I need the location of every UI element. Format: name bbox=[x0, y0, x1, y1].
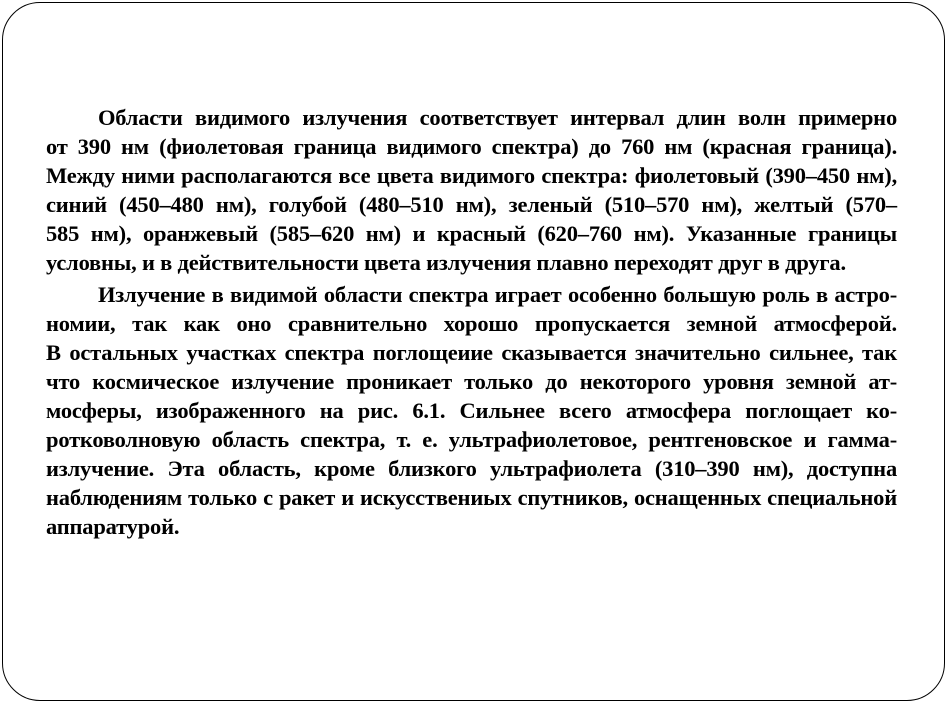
text-line: 585 нм), оранжевый (585–620 нм) и красный (620–760 нм). Указанные границы bbox=[46, 221, 897, 246]
paragraph-2 bbox=[46, 280, 897, 541]
text-line: В остальных участках спектра поглощеиие сказывается значительно сильнее, так bbox=[46, 340, 897, 365]
text-line: номии, так как оно сравнительно хорошо пропускается земной атмосферой. bbox=[46, 311, 897, 336]
text-line: Области видимого излучения соответствует интервал длин волн примерно bbox=[98, 105, 897, 130]
document-text bbox=[46, 103, 897, 541]
text-line: синий (450–480 нм), голубой (480–510 нм), зеленый (510–570 нм), желтый (570– bbox=[46, 192, 897, 217]
paragraph-1 bbox=[46, 103, 897, 277]
text-line: аппаратурой. bbox=[46, 514, 180, 539]
text-line: условны, и в действительности цвета излучения плавно переходят друг в друга. bbox=[46, 250, 846, 275]
text-line: Между ними располагаются все цвета видимого спектра: фиолетовый (390–450 нм), bbox=[46, 163, 897, 188]
text-line: что космическое излучение проникает только до некоторого уровня земной ат- bbox=[46, 369, 897, 394]
text-line: Излучение в видимой области спектра играет особенно большую роль в астро- bbox=[98, 282, 897, 307]
text-line: излучение. Эта область, кроме близкого ультрафиолета (310–390 нм), доступна bbox=[46, 456, 897, 481]
text-line: наблюдениям только с ракет и искусствениых спутников, оснащенных специальной bbox=[46, 485, 897, 510]
text-line: мосферы, изображенного на рис. 6.1. Сильнее всего атмосфера поглощает ко- bbox=[46, 398, 897, 423]
text-line: ротковолновую область спектра, т. е. ультрафиолетовое, рентгеновское и гамма- bbox=[46, 427, 897, 452]
text-line: от 390 нм (фиолетовая граница видимого спектра) до 760 нм (красная граница). bbox=[46, 134, 897, 159]
